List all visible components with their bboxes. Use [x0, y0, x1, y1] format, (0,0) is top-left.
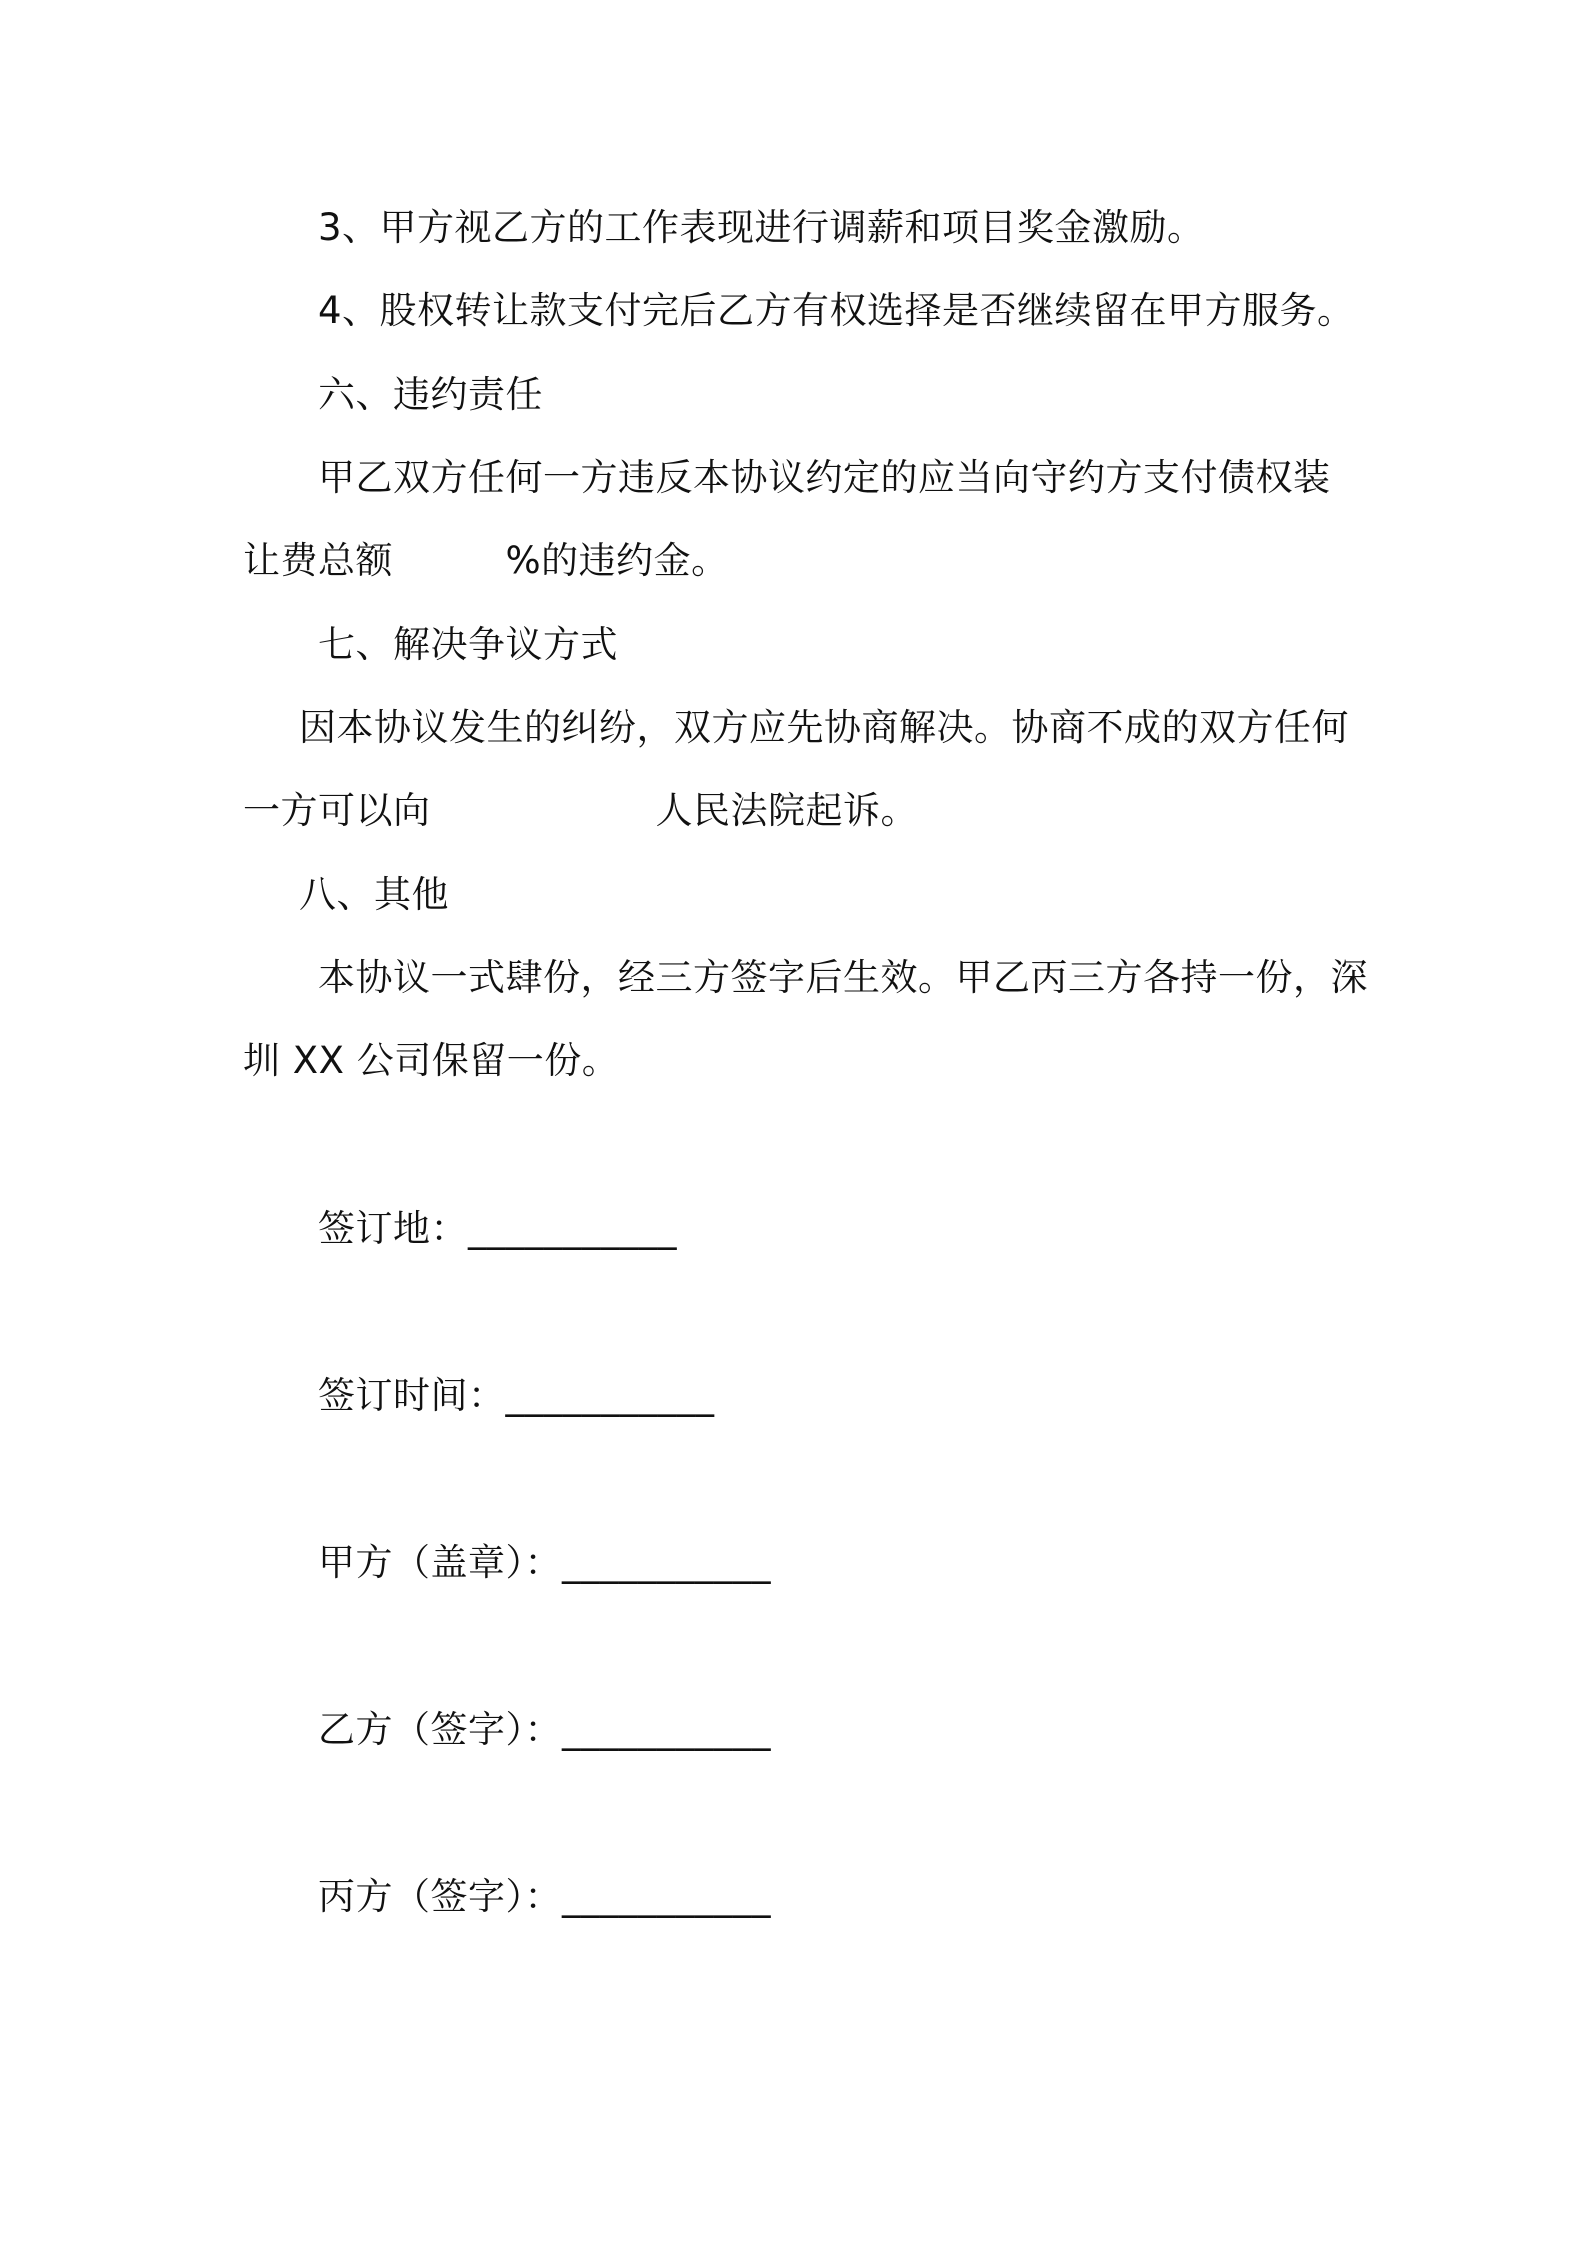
party-a-seal-field: 甲方（盖章）：___________	[318, 1541, 771, 1584]
other-paragraph-line-2: 圳 XX 公司保留一份。	[243, 1039, 620, 1082]
clause-5-item-3: 3、甲方视乙方的工作表现进行调薪和项目奖金激励。	[318, 206, 1205, 249]
breach-paragraph-line-1: 甲乙双方任何一方违反本协议约定的应当向守约方支付债权装	[318, 456, 1331, 499]
section-heading-dispute: 七、解决争议方式	[318, 623, 618, 666]
party-c-signature-field: 丙方（签字）：___________	[318, 1875, 771, 1918]
signing-place-field: 签订地：___________	[318, 1207, 677, 1250]
signing-date-field: 签订时间：___________	[318, 1374, 715, 1417]
party-b-signature-field: 乙方（签字）：___________	[318, 1708, 771, 1751]
dispute-paragraph-line-2: 一方可以向 人民法院起诉。	[243, 789, 918, 832]
section-heading-other: 八、其他	[299, 873, 449, 916]
dispute-paragraph-line-1: 因本协议发生的纠纷，双方应先协商解决。协商不成的双方任何	[299, 706, 1349, 749]
other-paragraph-line-1: 本协议一式肆份，经三方签字后生效。甲乙丙三方各持一份，深	[318, 956, 1368, 999]
clause-5-item-4: 4、股权转让款支付完后乙方有权选择是否继续留在甲方服务。	[318, 289, 1355, 332]
breach-paragraph-line-2: 让费总额 %的违约金。	[243, 539, 729, 582]
section-heading-breach: 六、违约责任	[318, 373, 543, 416]
